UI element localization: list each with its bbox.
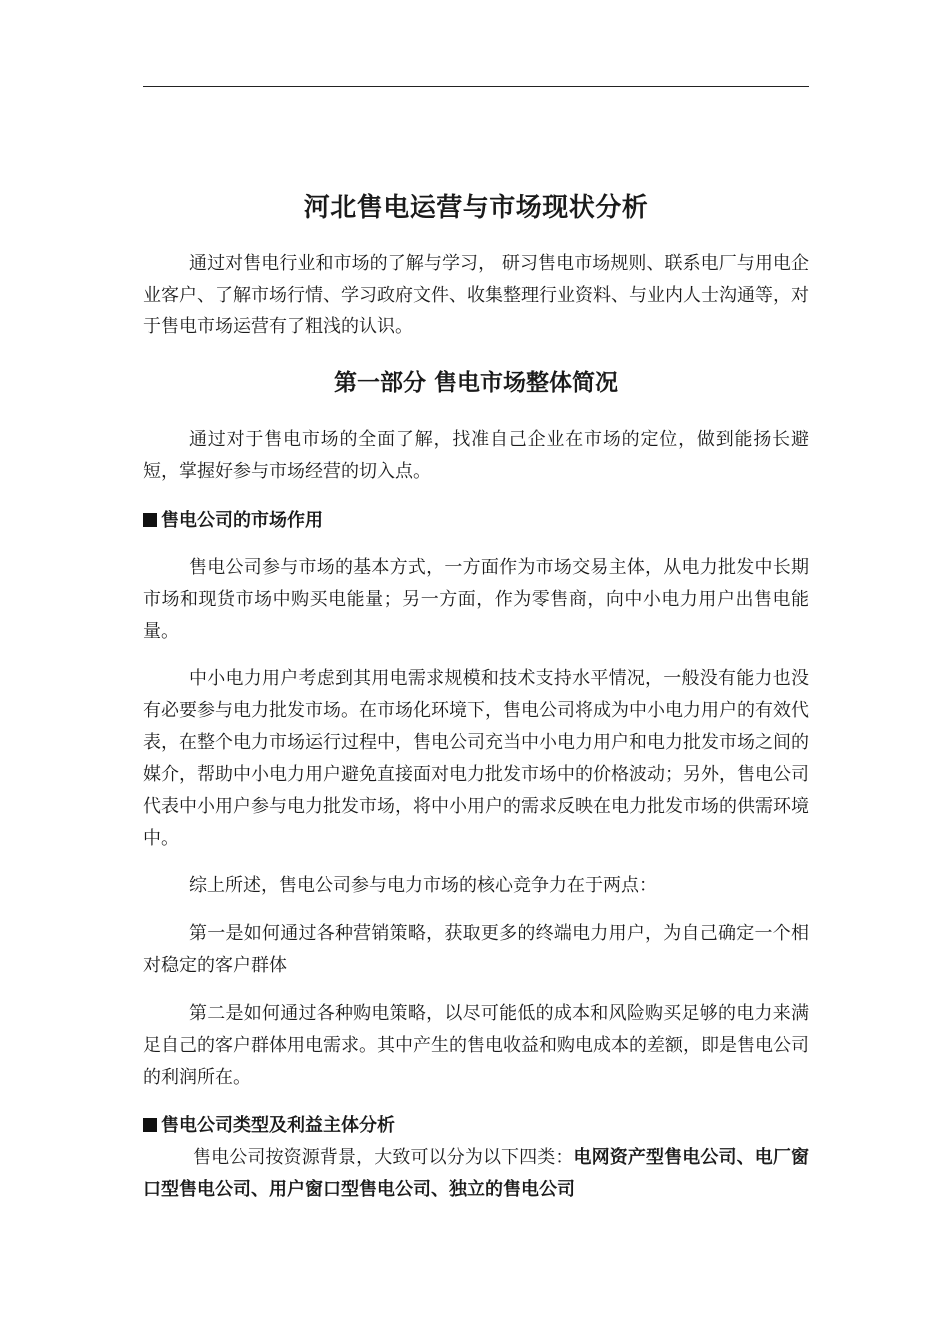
- paragraph: 中小电力用户考虑到其用电需求规模和技术支持水平情况，一般没有能力也没有必要参与电力批发市场。在市场化环境下，售电公司将成为中小电力用户的有效代表，在整个电力市场运行过程中，售电公司充当中小电力用户和电力批发市场之间的媒介，帮助中小电力用户避免直接面对电力批发市场中的价格波动；另外，售电公司代表中小用户参与电力批发市场，将中小用户的需求反映在电力批发市场的供需环境中。: [143, 668, 809, 849]
- paragraph: 售电公司参与市场的基本方式，一方面作为市场交易主体，从电力批发中长期市场和现货市场中购买电能量；另一方面，作为零售商，向中小电力用户出售电能量。: [143, 557, 809, 642]
- black-square-icon: [143, 1118, 157, 1132]
- document-title: 河北售电运营与市场现状分析: [303, 193, 649, 223]
- section-title-part1: 第一部分 售电市场整体简况: [333, 370, 618, 396]
- header-rule: [143, 86, 809, 87]
- paragraph: 第二是如何通过各种购电策略，以尽可能低的成本和风险购买足够的电力来满足自己的客户群体用电需求。其中产生的售电收益和购电成本的差额，即是售电公司的利润所在。: [143, 1003, 809, 1088]
- black-square-icon: [143, 513, 157, 527]
- subheading-market-role: [143, 507, 809, 535]
- subheading-text: 售电公司的市场作用: [161, 510, 323, 531]
- part1-intro-paragraph: 通过对于售电市场的全面了解，找准自己企业在市场的定位，做到能扬长避短，掌握好参与市场经营的切入点。: [143, 429, 809, 482]
- company-types-paragraph: [143, 1142, 809, 1206]
- paragraph: 第一是如何通过各种营销策略，获取更多的终端电力用户，为自己确定一个相对稳定的客户群体: [143, 923, 809, 976]
- subheading-company-types: [143, 1112, 809, 1140]
- paragraph: 综上所述，售电公司参与电力市场的核心竞争力在于两点：: [189, 875, 657, 896]
- intro-paragraph: 通过对售电行业和市场的了解与学习， 研习售电市场规则、联系电厂与用电企业客户、了解市场行情、学习政府文件、收集整理行业资料、与业内人士沟通等，对于售电市场运营有了粗浅的认识。: [143, 253, 809, 337]
- subheading-text: 售电公司类型及利益主体分析: [161, 1115, 395, 1136]
- company-types-lead: 售电公司按资源背景，大致可以分为以下四类：: [193, 1147, 574, 1168]
- company-types-list: 电网资产型售电公司、电厂窗口型售电公司、用户窗口型售电公司、独立的售电公司: [143, 1147, 810, 1200]
